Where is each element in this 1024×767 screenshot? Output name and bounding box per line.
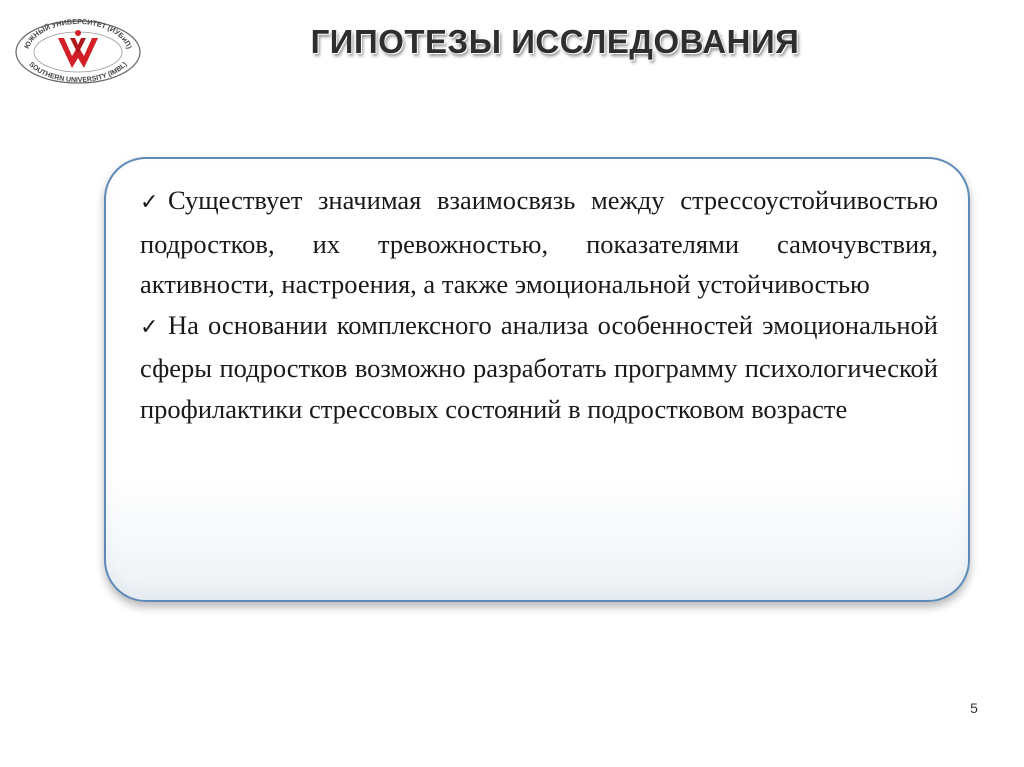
logo-text-bottom: SOUTHERN UNIVERSITY (IMBL) [27,61,129,84]
hypothesis-item-1 [140,180,938,305]
check-mark-icon: ✓ [140,314,159,340]
university-emblem-icon [14,14,142,84]
page-number: 5 [970,700,978,716]
hypothesis-text-1: Существует значимая взаимосвязь между стрессоустойчивостью подростков, их тревожностью, показателями самочувствия, активности, настроения, а также эмоциональной устойчивостью [140,185,938,299]
hypothesis-text-2: На основании комплексного анализа особенностей эмоциональной сферы подростков возможно разработать программу психологической профилактики стрессовых состояний в подростковом возрасте [140,309,938,424]
logo-text-top: ЮЖНЫЙ УНИВЕРСИТЕТ (ИУБиП) [21,16,135,51]
hypotheses-list [140,180,938,429]
check-mark-icon: ✓ [140,190,159,215]
hypothesis-item-2 [140,305,938,430]
university-logo [14,14,142,84]
svg-text:SOUTHERN UNIVERSITY (IMBL) [27,61,128,84]
slide-title: ГИПОТЕЗЫ ИССЛЕДОВАНИЯ [310,23,800,60]
emblem-mark [58,30,98,68]
